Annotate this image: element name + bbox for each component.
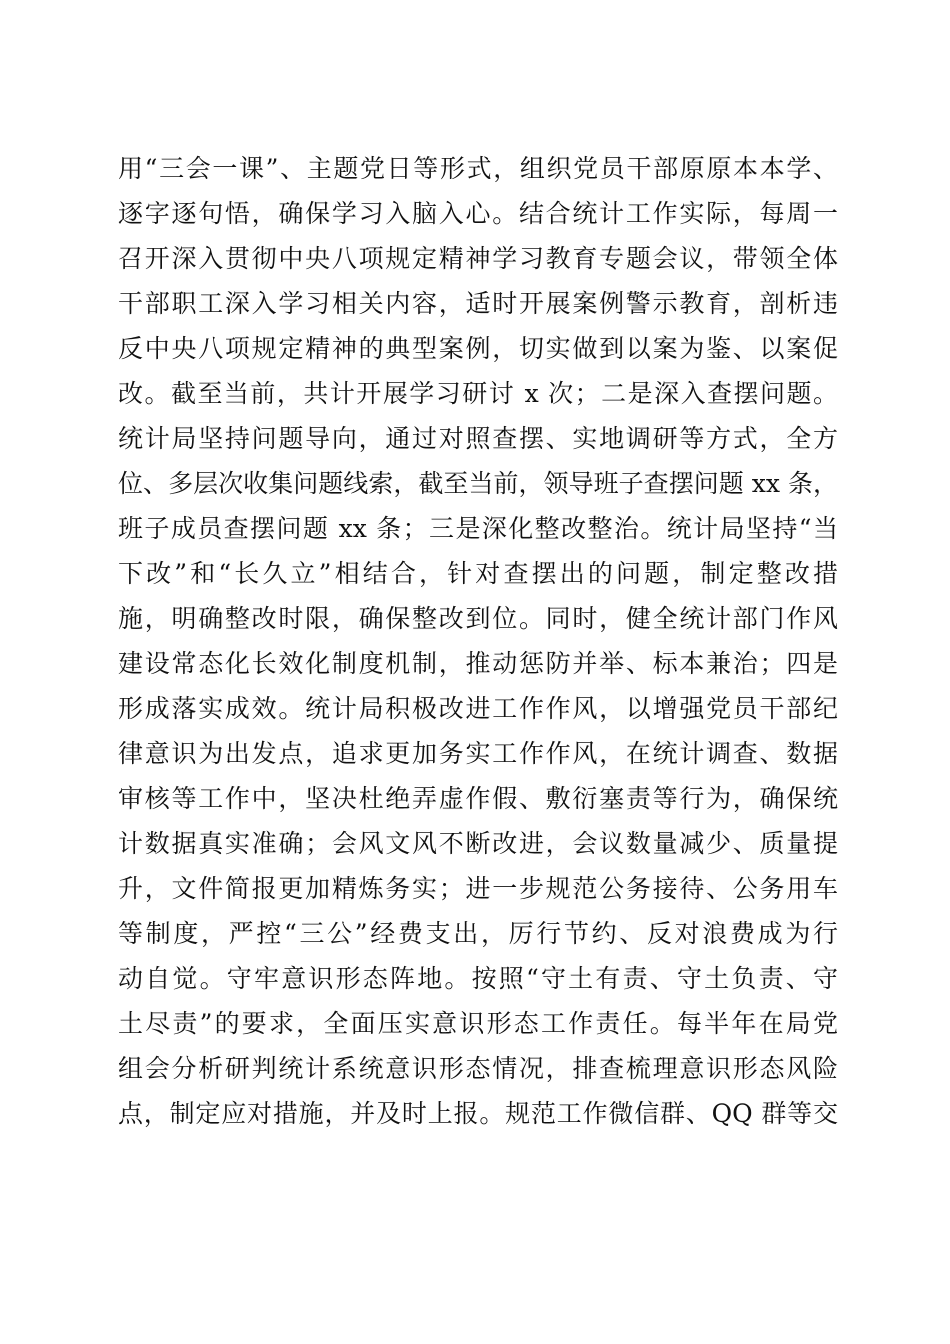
body-paragraph (118, 146, 838, 1136)
text-line-17: 升，文件简报更加精炼务实；进一步规范公务接待、公务用车 (118, 874, 838, 903)
text-line-8: 位、多层次收集问题线索，截至当前，领导班子查摆问题 xx 条， (118, 469, 838, 498)
text-line-9: 班子成员查摆问题 xx 条；三是深化整改整治。统计局坚持“当 (118, 514, 838, 543)
text-line-3: 召开深入贯彻中央八项规定精神学习教育专题会议，带领全体 (118, 244, 838, 273)
text-line-11: 施，明确整改时限，确保整改到位。同时，健全统计部门作风 (118, 604, 838, 633)
text-line-21: 组会分析研判统计系统意识形态情况，排查梳理意识形态风险 (118, 1054, 838, 1083)
text-line-13: 形成落实成效。统计局积极改进工作作风，以增强党员干部纪 (118, 694, 838, 723)
text-line-14: 律意识为出发点，追求更加务实工作作风，在统计调查、数据 (118, 739, 838, 768)
text-line-6: 改。截至当前，共计开展学习研讨 x 次；二是深入查摆问题。 (118, 379, 838, 408)
text-line-22: 点，制定应对措施，并及时上报。规范工作微信群、QQ 群等交 (118, 1099, 838, 1128)
text-line-4: 干部职工深入学习相关内容，适时开展案例警示教育，剖析违 (118, 289, 838, 318)
text-line-10: 下改”和“长久立”相结合，针对查摆出的问题，制定整改措 (118, 559, 838, 588)
text-line-15: 审核等工作中，坚决杜绝弄虚作假、敷衍塞责等行为，确保统 (118, 784, 838, 813)
text-line-7: 统计局坚持问题导向，通过对照查摆、实地调研等方式，全方 (118, 424, 838, 453)
text-line-5: 反中央八项规定精神的典型案例，切实做到以案为鉴、以案促 (118, 334, 838, 363)
text-line-19: 动自觉。守牢意识形态阵地。按照“守土有责、守土负责、守 (118, 964, 838, 993)
text-line-20: 土尽责”的要求，全面压实意识形态工作责任。每半年在局党 (118, 1009, 838, 1038)
text-line-16: 计数据真实准确；会风文风不断改进，会议数量减少、质量提 (118, 829, 838, 858)
text-line-2: 逐字逐句悟，确保学习入脑入心。结合统计工作实际，每周一 (118, 199, 838, 228)
text-line-18: 等制度，严控“三公”经费支出，厉行节约、反对浪费成为行 (118, 919, 838, 948)
text-line-1: 用“三会一课”、主题党日等形式，组织党员干部原原本本学、 (118, 154, 838, 183)
text-line-12: 建设常态化长效化制度机制，推动惩防并举、标本兼治；四是 (118, 649, 838, 678)
